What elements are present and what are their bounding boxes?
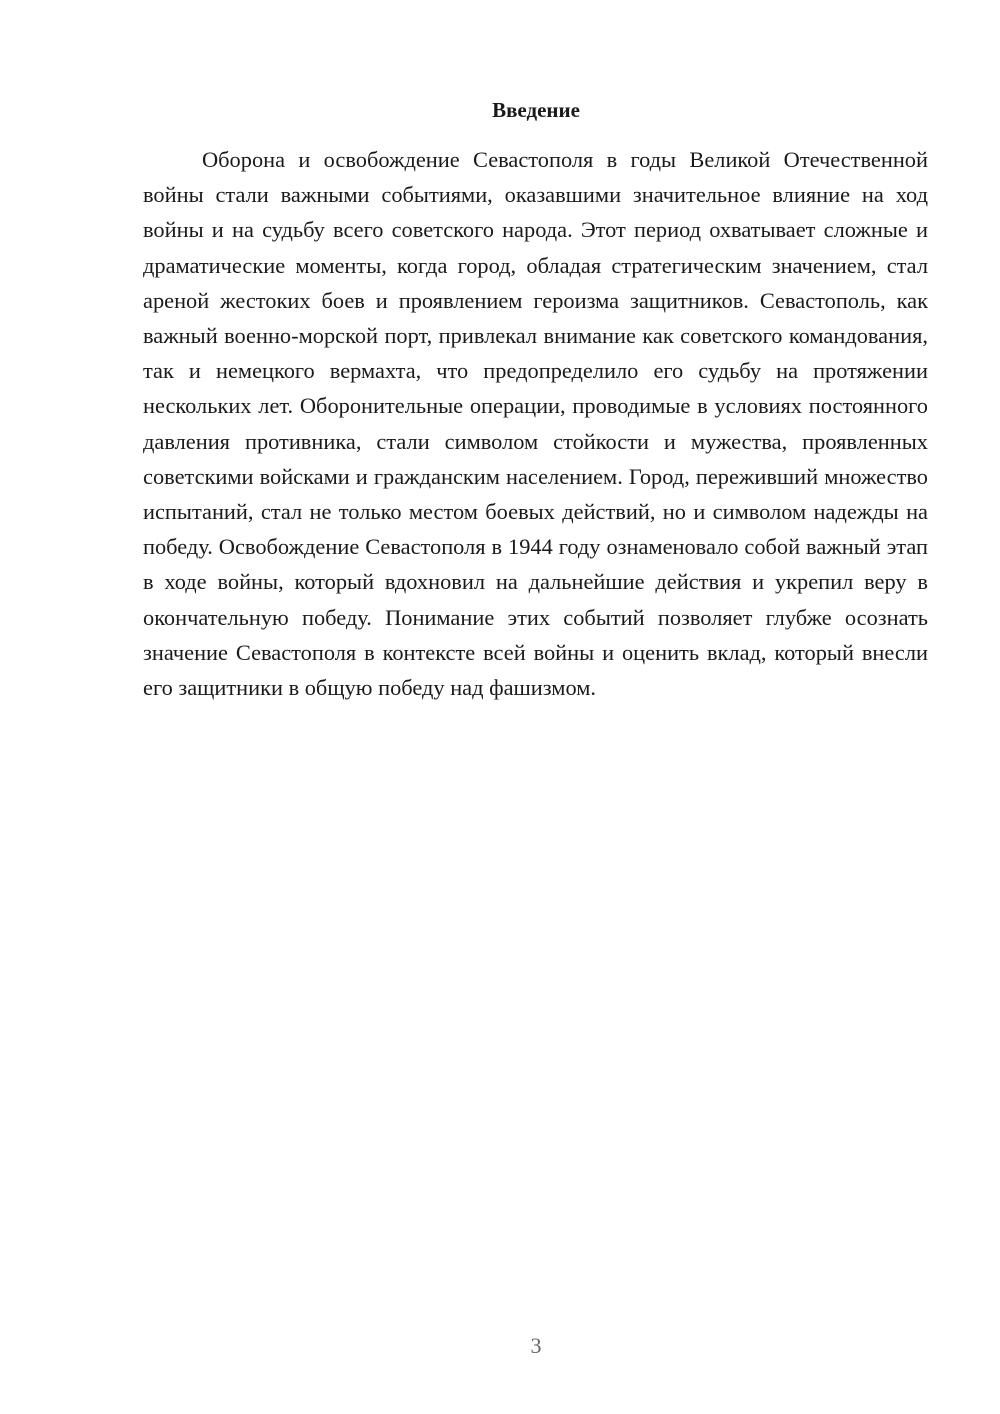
page-number: 3 [530, 1333, 542, 1358]
section-heading: Введение [492, 98, 580, 122]
body-paragraph: Оборона и освобождение Севастополя в годы Великой Отечественной войны стали важными событиями, оказавшими значительное влияние на ход войны и на судьбу всего советского народа. Этот период охватывает сложные и драматические моменты, когда город, обладая стратегическим значением, стал ареной жестоких боев и проявлением героизма защитников. Севастополь, как важный военно-морской порт, привлекал внимание как советского командования, так и немецкого вермахта, что предопределило его судьбу на протяжении нескольких лет. Оборонительные операции, проводимые в условиях постоянного давления противника, стали символом стойкости и мужества, проявленных советскими войсками и гражданским населением. Город, переживший множество испытаний, стал не только местом боевых действий, но и символом надежды на победу. Освобождение Севастополя в 1944 году ознаменовало собой важный этап в ходе войны, который вдохновил на дальнейшие действия и укрепил веру в окончательную победу. Понимание этих событий позволяет глубже осознать значение Севастополя в контексте всей войны и оценить вклад, который внесли его защитники в общую победу над фашизмом. [143, 147, 928, 701]
